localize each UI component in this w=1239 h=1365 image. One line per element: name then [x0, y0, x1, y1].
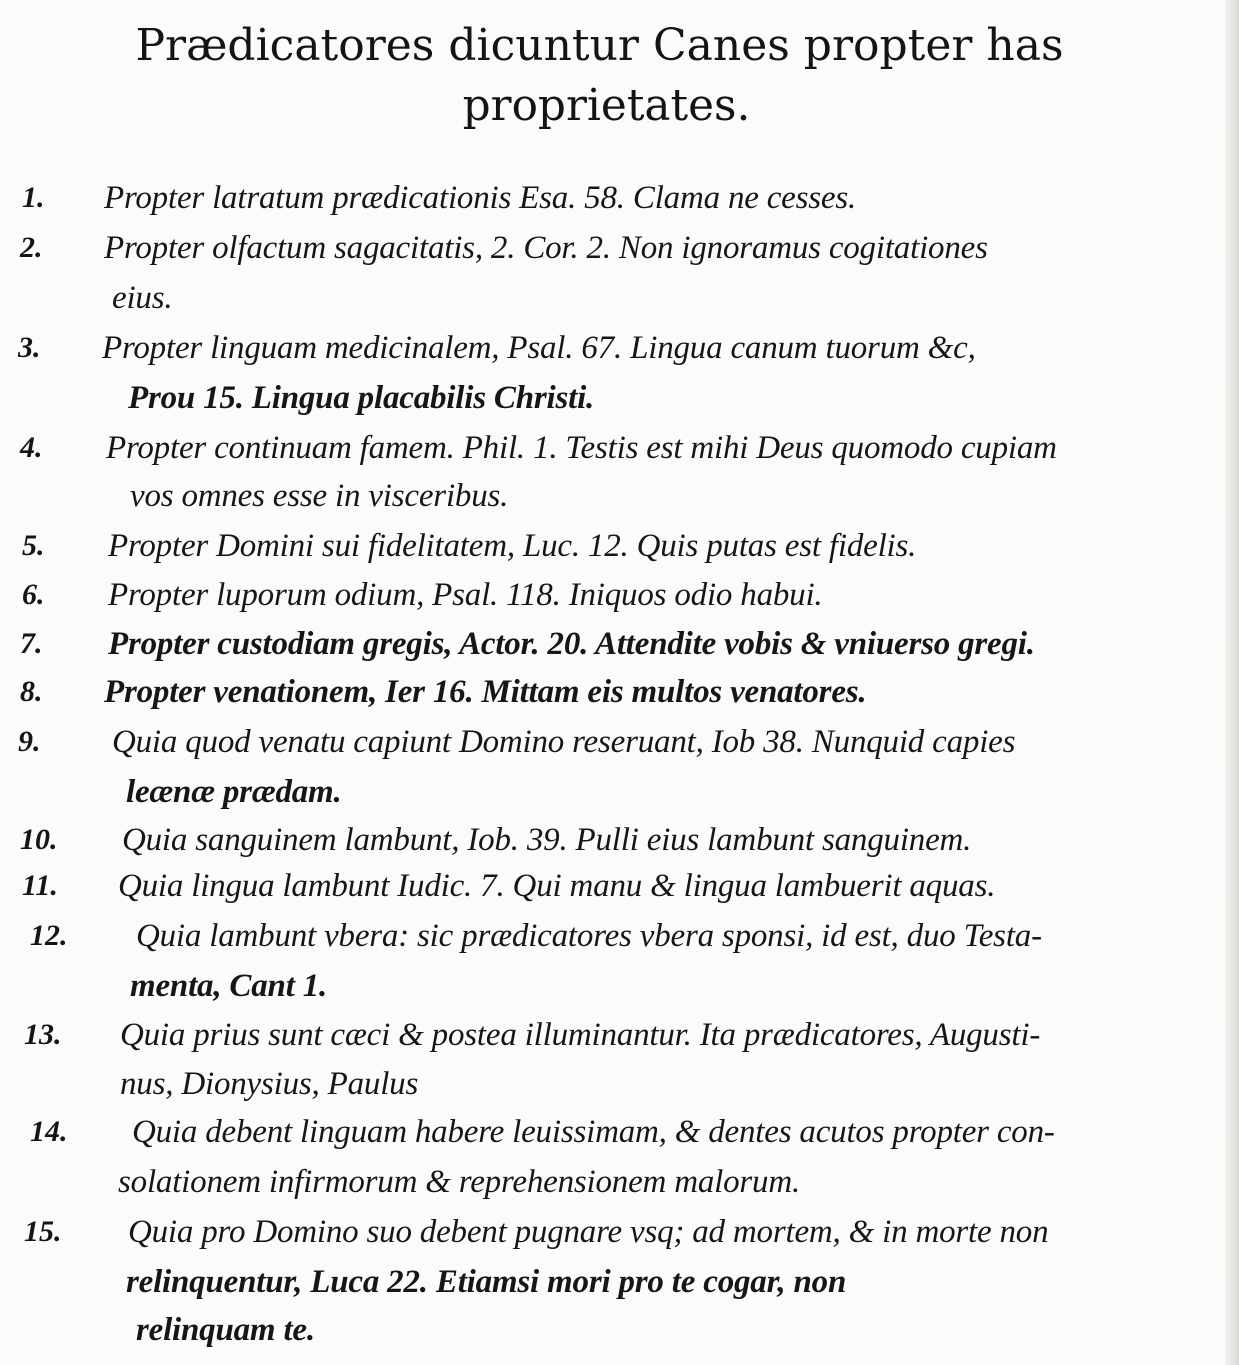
item-number: 6. — [22, 578, 45, 611]
item-text-line: Propter continuam famem. Phil. 1. Testis est mihi Deus quomodo cupiam — [106, 430, 1057, 466]
item-text-line: Propter Domini sui fidelitatem, Luc. 12. Quis putas est fidelis. — [108, 528, 917, 564]
item-text-line: Quia quod venatu capiunt Domino reseruant, Iob 38. Nunquid capies — [112, 724, 1016, 760]
item-number: 4. — [20, 431, 43, 464]
list-item-continuation — [0, 966, 1239, 1016]
item-text-line: relinquentur, Luca 22. Etiamsi mori pro te cogar, non — [126, 1264, 847, 1300]
page-title-line-2: proprietates. — [462, 80, 751, 131]
list-item-continuation — [0, 1310, 1239, 1360]
list-item-continuation — [0, 1064, 1239, 1114]
item-text-line: Quia sanguinem lambunt, Iob. 39. Pulli eius lambunt sanguinem. — [122, 822, 972, 858]
item-text-line: menta, Cant 1. — [130, 968, 328, 1004]
item-number: 7. — [20, 627, 43, 660]
list-item-continuation — [0, 378, 1239, 428]
item-text-line: Prou 15. Lingua placabilis Christi. — [128, 380, 595, 416]
item-number: 5. — [22, 529, 45, 562]
item-number: 1. — [22, 181, 45, 214]
item-number: 14. — [30, 1115, 68, 1148]
item-text-line: leænæ prædam. — [126, 774, 342, 810]
list-item — [0, 428, 1239, 478]
list-item-continuation — [0, 278, 1239, 328]
item-number: 15. — [24, 1215, 62, 1248]
list-item — [0, 1015, 1239, 1065]
list-item — [0, 866, 1239, 916]
item-text-line: Propter venationem, Ier 16. Mittam eis multos venatores. — [104, 674, 867, 710]
list-item-continuation — [0, 1262, 1239, 1312]
item-text-line: nus, Dionysius, Paulus — [120, 1066, 419, 1102]
list-item — [0, 820, 1239, 870]
list-item — [0, 328, 1239, 378]
item-number: 12. — [30, 919, 68, 952]
item-text-line: Quia prius sunt cæci & postea illuminantur. Ita prædicatores, Augusti- — [120, 1017, 1041, 1053]
list-item-continuation — [0, 476, 1239, 526]
list-item — [0, 575, 1239, 625]
item-text-line: Propter latratum prædicationis Esa. 58. Clama ne cesses. — [104, 180, 857, 216]
item-number: 3. — [18, 331, 41, 364]
item-text-line: solationem infirmorum & reprehensionem malorum. — [118, 1164, 801, 1200]
item-number: 10. — [20, 823, 58, 856]
item-text-line: vos omnes esse in visceribus. — [130, 478, 509, 514]
list-item-continuation — [0, 1162, 1239, 1212]
item-text-line: Quia pro Domino suo debent pugnare vsq; ad mortem, & in morte non — [128, 1214, 1049, 1250]
list-item — [0, 526, 1239, 576]
list-item — [0, 672, 1239, 722]
item-number: 11. — [22, 869, 58, 902]
list-item — [0, 624, 1239, 674]
item-text-line: Propter luporum odium, Psal. 118. Iniquos odio habui. — [108, 577, 823, 613]
item-text-line: relinquam te. — [136, 1312, 315, 1348]
list-item — [0, 178, 1239, 228]
list-item — [0, 1112, 1239, 1162]
item-text-line: Propter linguam medicinalem, Psal. 67. Lingua canum tuorum &c, — [102, 330, 976, 366]
item-number: 2. — [20, 231, 43, 264]
item-text-line: eius. — [112, 280, 173, 316]
list-item-continuation — [0, 772, 1239, 822]
item-number: 13. — [24, 1018, 62, 1051]
item-text-line: Quia lambunt vbera: sic prædicatores vbera sponsi, id est, duo Testa- — [136, 918, 1042, 954]
item-text-line: Quia debent linguam habere leuissimam, & dentes acutos propter con- — [132, 1114, 1055, 1150]
item-text-line: Propter olfactum sagacitatis, 2. Cor. 2. Non ignoramus cogitationes — [104, 230, 988, 266]
list-item — [0, 722, 1239, 772]
list-item — [0, 1212, 1239, 1262]
item-number: 8. — [20, 675, 43, 708]
list-item — [0, 916, 1239, 966]
page-title-line-1: Prædicatores dicuntur Canes propter has — [135, 20, 1064, 71]
list-item — [0, 228, 1239, 278]
item-text-line: Propter custodiam gregis, Actor. 20. Attendite vobis & vniuerso gregi. — [108, 626, 1035, 662]
item-number: 9. — [18, 725, 41, 758]
item-text-line: Quia lingua lambunt Iudic. 7. Qui manu & lingua lambuerit aquas. — [118, 868, 996, 904]
